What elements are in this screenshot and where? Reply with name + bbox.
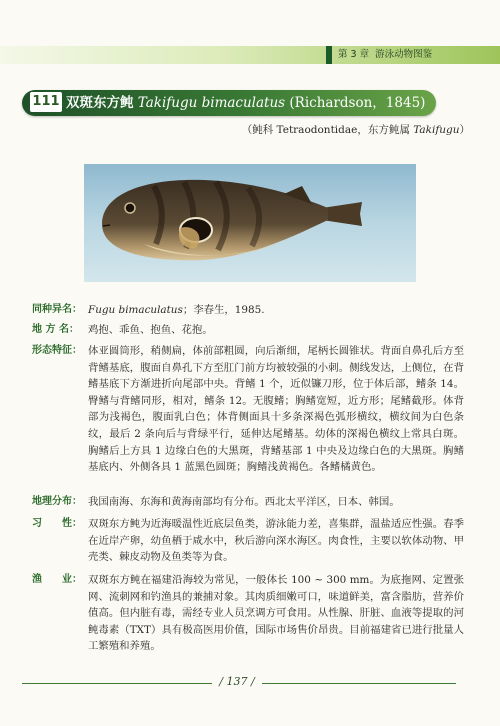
entry-morphology bbox=[32, 343, 464, 476]
page-number: / 137 / bbox=[212, 674, 262, 690]
local-name-content: 鸡抱、乖鱼、抱鱼、花抱。 bbox=[88, 324, 213, 336]
distribution-content: 我国南海、东海和黄海南部均有分布。西北太平洋区，日本、韩国。 bbox=[88, 496, 400, 508]
synonym-latin: Fugu bimaculatus bbox=[88, 304, 183, 316]
family-line bbox=[242, 122, 470, 137]
synonym-text: ；李春生，1985. bbox=[182, 304, 265, 316]
synonym-content bbox=[88, 302, 464, 319]
entry-distribution bbox=[32, 494, 464, 511]
fishery-content: 双斑东方鲀在福建沿海较为常见，一般体长 100 ~ 300 mm。为底拖网、定置张网、流刺网和钓渔具的兼捕对象。其肉质细嫩可口，味道鲜美，富含脂肪，营养价值高。但内脏有毒，需经专业人员烹调方可食用。从性腺、肝脏、血液等提取的河鲀毒素（TXT）具有极高医用价值，国际市场售价昂贵。目前福建省已进行批量人工繁殖和养殖。 bbox=[88, 574, 464, 653]
entry-local-name bbox=[32, 322, 464, 339]
habits-content: 双斑东方鲀为近海暖温性近底层鱼类，游泳能力差，喜集群，温盐适应性强。春季在近岸产卵，幼鱼栖于咸水中，秋后游向深水海区。肉食性，主要以软体动物、甲壳类、棘皮动物及鱼类等为食。 bbox=[88, 518, 464, 564]
species-latin-name: Takifugu bimaculatus bbox=[137, 95, 286, 111]
family-suffix: ） bbox=[459, 124, 470, 136]
label-morphology: 形态特征： bbox=[32, 345, 82, 356]
label-synonym: 同种异名： bbox=[32, 304, 82, 315]
species-cn-name: 双斑东方鲀 bbox=[66, 95, 134, 111]
species-authority: (Richardson，1845) bbox=[289, 95, 426, 111]
morphology-content: 体亚圆筒形，稍侧扁，体前部粗圆，向后渐细，尾柄长圆锥状。背面自鼻孔后方至背鳍基底，腹面自鼻孔下方至肛门前方均被较强的小刺。侧线发达，上侧位，在背鳍基底下方渐进折向尾部中央。背鳍 1 个，近似镰刀形，位于体后部，鳍条 14。臀鳍与背鳍同形，相对，鳍条 12。无腹鳍；胸鳍宽短，近方形；尾鳍截形。体背部为浅褐色，腹面乳白色；体背侧面具十多条深褐色弧形横纹，横纹间为白色条纹，最后 2 条向后与背绿平行，延伸达尾鳍基。幼体的深褐色横纹上常具白斑。胸鳍后上方具 1 边缘白色的大黑斑，背鳍基部 1 中央及边缘白色的大黑斑。胸鳍基底内、外侧各具 1 蓝黑色圆斑；胸鳍浅黄褐色。各鳍橘黄色。 bbox=[88, 345, 464, 474]
label-fishery: 渔 业： bbox=[32, 574, 82, 585]
header-bar-marker bbox=[326, 46, 332, 64]
fish-eye bbox=[125, 203, 135, 213]
chapter-label bbox=[338, 47, 432, 63]
family-prefix: （鲀科 Tetraodontidae，东方鲀属 bbox=[241, 124, 414, 136]
pufferfish-illustration bbox=[84, 164, 416, 282]
label-habits: 习 性： bbox=[32, 518, 82, 529]
chapter-number: 第 3 章 bbox=[338, 49, 370, 60]
entry-fishery bbox=[32, 572, 464, 655]
species-title bbox=[66, 93, 425, 113]
page-number-value: 137 bbox=[226, 675, 248, 688]
entry-habits bbox=[32, 516, 464, 566]
entry-synonym bbox=[32, 302, 464, 319]
family-genus: Takifugu bbox=[413, 124, 460, 136]
label-local-name: 地 方 名： bbox=[32, 324, 79, 335]
pufferfish-photo bbox=[84, 164, 416, 282]
chapter-title: 游泳动物图鉴 bbox=[375, 49, 433, 60]
label-distribution: 地理分布： bbox=[32, 496, 82, 507]
species-number: 111 bbox=[30, 92, 62, 112]
